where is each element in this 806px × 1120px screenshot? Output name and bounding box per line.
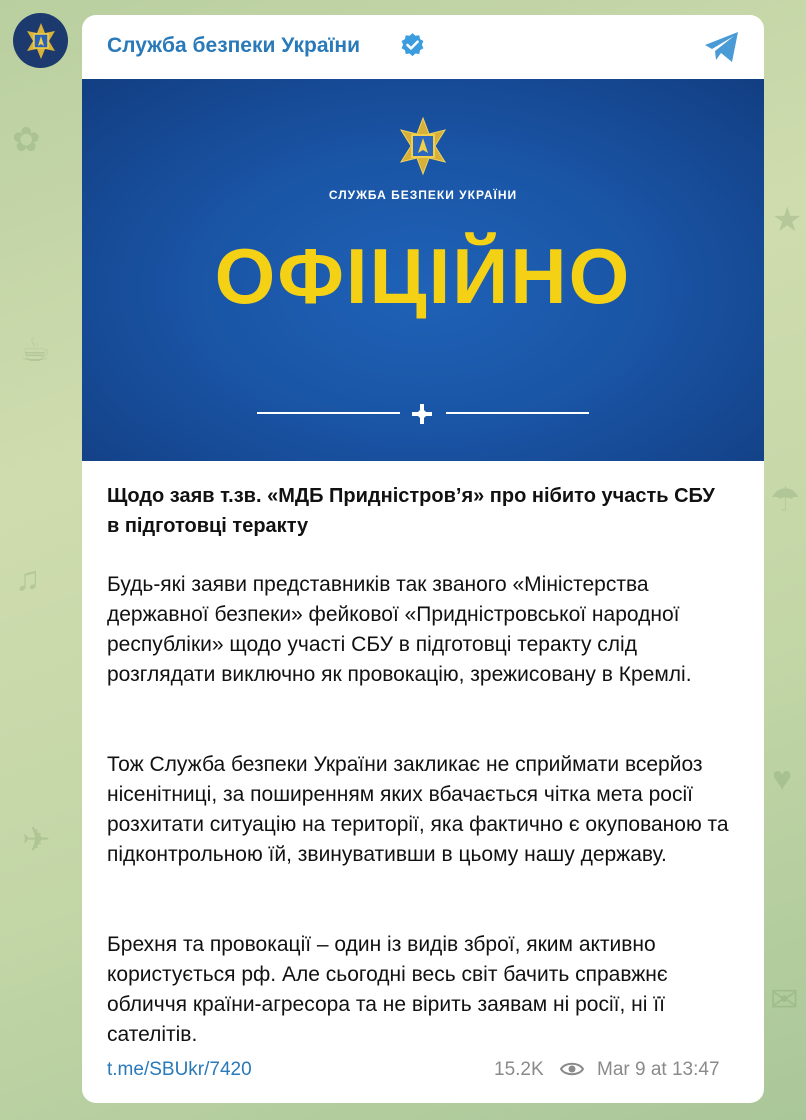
- cross-icon: [412, 404, 432, 424]
- background-doodle: ✉: [770, 981, 799, 1019]
- background-doodle: ✿: [12, 121, 41, 159]
- background-doodle: ☂: [770, 481, 801, 519]
- message-header: [82, 15, 764, 79]
- message-footer: [82, 1054, 764, 1088]
- eye-icon: [560, 1059, 584, 1079]
- channel-name[interactable]: Служба безпеки України: [107, 34, 361, 57]
- banner-title: ОФІЦІЙНО: [214, 232, 632, 320]
- background-doodle: ♥: [772, 760, 793, 798]
- official-banner[interactable]: [82, 79, 764, 461]
- channel-avatar[interactable]: [13, 13, 68, 68]
- sbu-emblem-icon: [21, 21, 61, 61]
- message-card: [82, 15, 764, 1103]
- verified-badge-icon: [399, 32, 426, 59]
- message-timestamp: Mar 9 at 13:47: [597, 1059, 720, 1080]
- sbu-emblem-icon: [393, 116, 453, 176]
- background-doodle: ♫: [15, 560, 41, 598]
- post-paragraph: Брехня та провокації – один із видів зброї, яким активно користується рф. Але сьогодні весь світ бачить справжнє обличчя країни-агресора та не вірить заявам ні росії, ні її сателітів.: [107, 933, 668, 1046]
- post-paragraph: Будь-які заяви представників так званого «Міністерства державної безпеки» фейкової «Придністровської народної республіки» щодо участі СБУ в підготовці теракту слід розглядати виключно як провокацію, зрежисовану в Кремлі.: [107, 573, 692, 686]
- post-title: Щодо заяв т.зв. «МДБ Придністров’я» про нібито участь СБУ в підготовці теракту: [107, 485, 715, 537]
- banner-divider-right: [446, 412, 589, 414]
- post-link[interactable]: t.me/SBUkr/7420: [107, 1059, 252, 1080]
- telegram-share-icon[interactable]: [702, 29, 742, 65]
- view-count: 15.2K: [494, 1059, 544, 1080]
- background-doodle: ★: [772, 201, 803, 239]
- post-paragraph: Тож Служба безпеки України закликає не сприймати всерйоз нісенітниці, за поширенням яких вбачається чітка мета росії розхитати ситуацію на території, яка фактично є окупованою та підконтрольною їй, звинувативши в цьому нашу державу.: [107, 753, 729, 866]
- background-doodle: ☕: [20, 331, 51, 369]
- background-doodle: ✈: [22, 821, 51, 859]
- banner-divider-left: [257, 412, 400, 414]
- banner-org-label: СЛУЖБА БЕЗПЕКИ УКРАЇНИ: [328, 188, 518, 202]
